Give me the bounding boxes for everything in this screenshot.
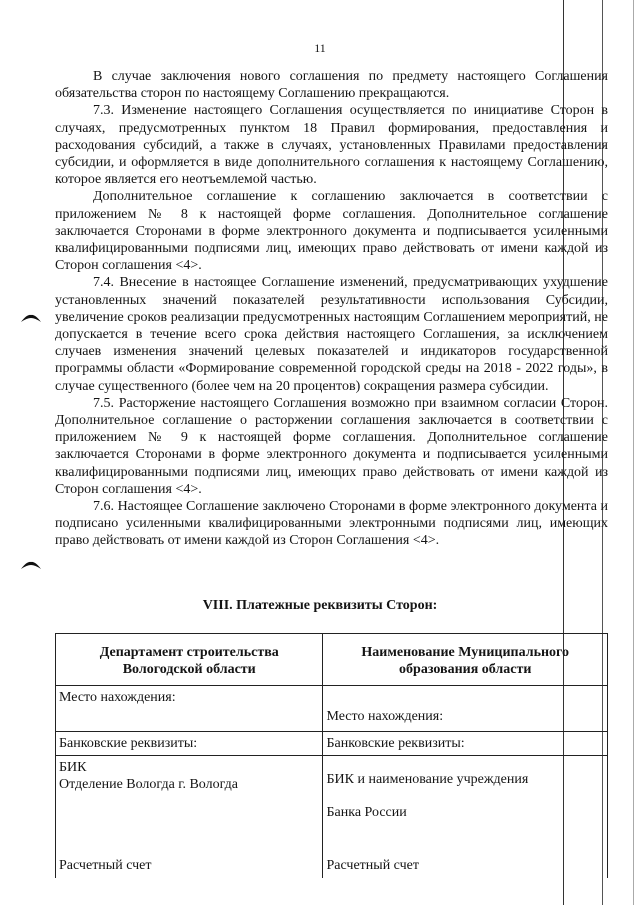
left-branch-label: Отделение Вологда г. Вологда [59, 777, 238, 792]
paragraph: 7.6. Настоящее Соглашение заключено Сторонами в форме электронного документа и подписано усиленными квалифицированными электронными подписями лиц, имеющих право действовать от имени каждой из Сторон Соглашения <4>. [55, 499, 608, 549]
left-location-cell: Место нахождения: [56, 686, 323, 732]
margin-mark-icon [20, 313, 42, 323]
left-bik-label: БИК [59, 760, 87, 775]
payment-requisites-table [55, 633, 608, 878]
left-bik-cell [56, 756, 323, 854]
right-account-cell: Расчетный счет [323, 854, 608, 878]
section-heading: VIII. Платежные реквизиты Сторон: [202, 598, 438, 613]
right-bik-cell [323, 756, 608, 854]
right-bank-name-label: Банка России [326, 805, 407, 820]
page-number: 11 [314, 41, 326, 55]
right-party-header: Наименование Муниципального образования области [323, 634, 608, 686]
paragraph: В случае заключения нового соглашения по предмету настоящего Соглашения обязательства сторон по настоящему Соглашению прекращаются. [55, 69, 608, 102]
left-party-header: Департамент строительства Вологодской области [56, 634, 323, 686]
paragraph: 7.5. Расторжение настоящего Соглашения возможно при взаимном согласии Сторон. Дополнительное соглашение о расторжении соглашения заключается в соответствии с приложением № 9 к настоящей форме соглашения. Дополнительное соглашение заключается Сторонами в форме электронного документа и подписывается усиленными квалифицированными подписями лиц, имеющих право действовать от имени каждой из Сторон соглашения <4>. [55, 395, 608, 497]
right-bik-label: БИК и наименование учреждения [326, 772, 529, 787]
paragraph: 7.3. Изменение настоящего Соглашения осуществляется по инициативе Сторон в случаях, предусмотренных пунктом 18 Правил формирования, предоставления и расходования субсидий, а также в случаях, установленных Правилами предоставления субсидии, и оформляется в виде дополнительного соглашения к настоящему Соглашению, которое является его неотъемлемой частью. [55, 103, 608, 188]
right-location-cell: Место нахождения: [323, 686, 608, 732]
left-account-cell: Расчетный счет [56, 854, 323, 878]
scan-edge-line [633, 0, 634, 905]
document-body [55, 68, 608, 550]
right-bank-cell: Банковские реквизиты: [323, 732, 608, 756]
left-bank-cell: Банковские реквизиты: [56, 732, 323, 756]
paragraph: Дополнительное соглашение к соглашению заключается в соответствии с приложением № 8 к настоящей форме соглашения. Дополнительное соглашение заключается Сторонами в форме электронного документа и подписывается усиленными квалифицированными подписями лиц, имеющих право действовать от имени каждой из Сторон соглашения <4>. [55, 189, 608, 274]
margin-mark-icon [20, 560, 42, 570]
paragraph: 7.4. Внесение в настоящее Соглашение изменений, предусматривающих ухудшение установленных значений показателей результативности использования Субсидии, увеличение сроков реализации предусмотренных настоящим Соглашением мероприятий, не допускается в течение всего срока действия настоящего Соглашения, за исключением случаев изменения значений целевых показателей и индикаторов государственной программы области «Формирование современной городской среды на 2018 - 2022 годы», в случае существенного (более чем на 20 процентов) сокращения размера субсидии. [55, 275, 608, 394]
